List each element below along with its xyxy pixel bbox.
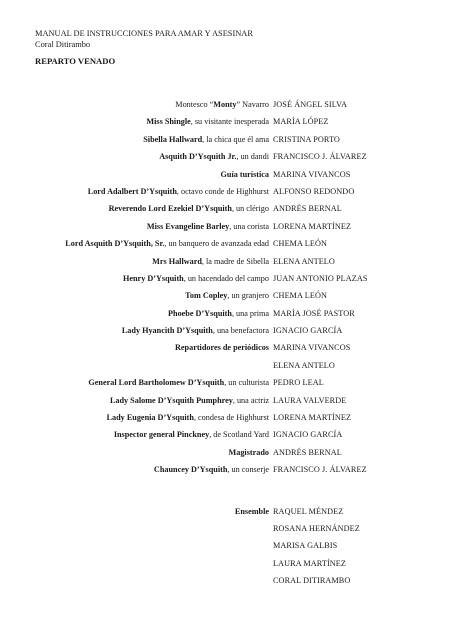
actor-name: ANDRÉS BERNAL [273,447,342,457]
role: Miss Evangeline Barley, una corista [146,221,269,231]
ensemble-row [0,507,452,524]
cast-row [0,100,452,117]
role: Magistrado [228,447,269,457]
cast-row [0,465,452,482]
role: Phoebe D’Ysquith, una prima [168,308,269,318]
role: Asquith D’Ysquith Jr., un dandi [159,152,269,162]
ensemble-member: ROSANA HERNÁNDEZ [273,523,360,533]
cast-row [0,396,452,413]
ensemble-row [0,559,452,576]
actor-name: CHEMA LEÓN [273,291,327,301]
cast-row [0,361,452,378]
actor-name: FRANCISCO J. ÁLVAREZ [273,152,367,162]
cast-row [0,239,452,256]
cast-row [0,309,452,326]
cast-row [0,187,452,204]
ensemble-row [0,576,452,593]
actor-name: CRISTINA PORTO [273,134,340,144]
ensemble-row [0,524,452,541]
section-title: REPARTO VENADO [35,56,116,66]
cast-row [0,413,452,430]
actor-name: LAURA VALVERDE [273,395,347,405]
document-subtitle: Coral Ditirambo [35,40,91,49]
actor-name: JUAN ANTONIO PLAZAS [273,273,368,283]
role: Montesco “Monty” Navarro [175,100,269,109]
cast-row [0,291,452,308]
document-title: MANUAL DE INSTRUCCIONES PARA AMAR Y ASESINAR [35,29,253,38]
role: Lady Eugenia D’Ysquith, condesa de Highhurst [106,413,269,423]
cast-row [0,274,452,291]
actor-name: MARINA VIVANCOS [273,343,351,353]
cast-row [0,204,452,221]
ensemble-member: RAQUEL MÉNDEZ [273,506,344,516]
role: Tom Copley, un granjero [185,291,269,301]
role: Reverendo Lord Ezekiel D’Ysquith, un clérigo [108,204,269,214]
actor-name: IGNACIO GARCÍA [273,326,343,336]
actor-name: ELENA ANTELO [273,360,335,370]
cast-row [0,152,452,169]
actor-name: ELENA ANTELO [273,256,335,266]
ensemble-member: LAURA MARTÍNEZ [273,558,346,568]
actor-name: FRANCISCO J. ÁLVAREZ [273,465,367,475]
actor-name: LORENA MARTÍNEZ [273,221,352,231]
cast-row [0,170,452,187]
ensemble-member: MARISA GALBIS [273,541,338,551]
ensemble-member: CORAL DITIRAMBO [273,576,351,586]
role: Lord Asquith D’Ysquith, Sr., un banquero de avanzada edad [65,239,269,249]
cast-list [0,100,452,594]
ensemble-label: Ensemble [234,506,269,516]
actor-name: PEDRO LEAL [273,378,324,388]
role: Lady Hyancith D’Ysquith, una benefactora [121,326,269,336]
cast-row [0,448,452,465]
actor-name: ALFONSO REDONDO [273,186,355,196]
role: Miss Shingle, su visitante inesperada [146,117,269,127]
actor-name: MARÍA LÓPEZ [273,117,329,127]
cast-row [0,343,452,360]
cast-row [0,135,452,152]
actor-name: JOSÉ ÁNGEL SILVA [273,100,348,109]
actor-name: CHEMA LEÓN [273,239,327,249]
cast-row [0,257,452,274]
role: Repartidores de periódicos [175,343,269,353]
cast-row [0,222,452,239]
role: Lady Salome D’Ysquith Pumphrey, una actriz [109,395,269,405]
actor-name: MARINA VIVANCOS [273,169,351,179]
role: Henry D’Ysquith, un hacendado del campo [123,273,269,283]
ensemble-row [0,541,452,558]
role: Lord Adalbert D’Ysquith, octavo conde de Highhurst [87,186,269,196]
role: Guía turística [220,169,269,179]
role: Sibella Hallward, la chica que él ama [143,134,269,144]
spacer [0,483,452,507]
document-header [35,28,253,50]
cast-row [0,378,452,395]
actor-name: MARÍA JOSÉ PASTOR [273,308,355,318]
role: Inspector general Pinckney, de Scotland Yard [113,430,269,440]
role: General Lord Bartholomew D’Ysquith, un culturista [88,378,269,388]
cast-row [0,117,452,134]
actor-name: LORENA MARTÍNEZ [273,413,352,423]
actor-name: ANDRÉS BERNAL [273,204,342,214]
role: Mrs Hallward, la madre de Sibella [152,256,269,266]
actor-name: IGNACIO GARCÍA [273,430,343,440]
role: Chauncey D’Ysquith, un conserje [153,465,269,475]
cast-row [0,430,452,447]
cast-row [0,326,452,343]
